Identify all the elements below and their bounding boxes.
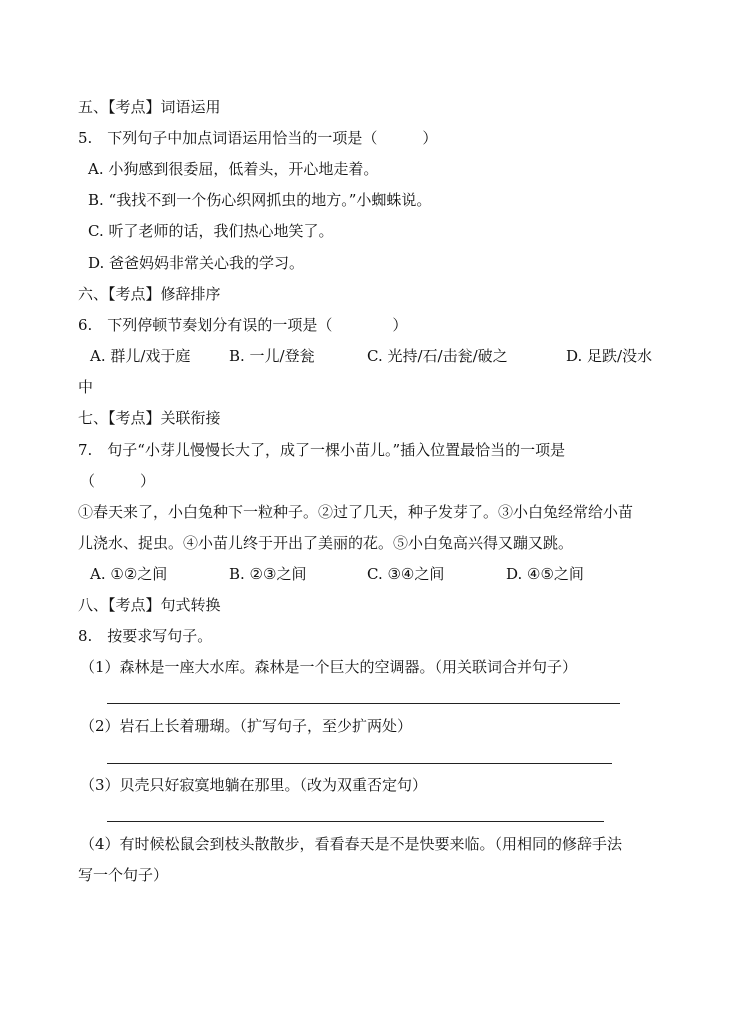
question-8-item-4-line-2: 写一个句子）	[78, 866, 169, 884]
question-5-option-a: A. 小狗感到很委屈，低着头，开心地走着。	[88, 160, 379, 178]
section-8-heading: 八、【考点】句式转换	[78, 596, 221, 614]
question-5-option-b: B. “我找不到一个伤心织网抓虫的地方。”小蜘蛛说。	[88, 191, 432, 209]
question-8-stem: 8. 按要求写句子。	[78, 627, 213, 645]
question-7-option-a: A. ①②之间	[90, 565, 168, 583]
section-7-heading: 七、【考点】关联衔接	[78, 409, 221, 427]
question-7-answer-paren: （ ）	[80, 472, 156, 490]
question-6-option-d-wrap: 中	[78, 378, 94, 396]
question-8-item-2: （2）岩石上长着珊瑚。（扩写句子，至少扩两处）	[80, 717, 413, 735]
question-6-option-b: B. 一儿/登瓮	[229, 347, 315, 365]
question-5-option-c: C. 听了老师的话，我们热心地笑了。	[88, 222, 334, 240]
question-5-stem: 5. 下列句子中加点词语运用恰当的一项是（ ）	[78, 129, 438, 147]
question-8-item-3: （3）贝壳只好寂寞地躺在那里。（改为双重否定句）	[80, 776, 428, 794]
question-7-passage-line-2: 儿浇水、捉虫。④小苗儿终于开出了美丽的花。⑤小白兔高兴得又蹦又跳。	[78, 534, 574, 552]
question-7-option-d: D. ④⑤之间	[506, 565, 584, 583]
question-7-passage-line-1: ①春天来了，小白兔种下一粒种子。②过了几天，种子发芽了。③小白兔经常给小苗	[78, 503, 634, 521]
question-7-option-b: B. ②③之间	[229, 565, 307, 583]
question-6-stem: 6. 下列停顿节奏划分有误的一项是（ ）	[78, 316, 408, 334]
question-6-option-c: C. 光持/石/击瓮/破之	[367, 347, 508, 365]
question-7-stem: 7. 句子“小芽儿慢慢长大了，成了一棵小苗儿。”插入位置最恰当的一项是	[78, 441, 566, 459]
question-8-item-1: （1）森林是一座大水库。森林是一个巨大的空调器。（用关联词合并句子）	[80, 658, 578, 676]
section-6-heading: 六、【考点】修辞排序	[78, 285, 221, 303]
question-8-item-3-answer-line[interactable]	[107, 821, 604, 822]
question-7-option-c: C. ③④之间	[367, 565, 445, 583]
section-5-heading: 五、【考点】词语运用	[78, 98, 221, 116]
question-5-option-d: D. 爸爸妈妈非常关心我的学习。	[88, 254, 305, 272]
question-6-option-a: A. 群儿/戏于庭	[90, 347, 191, 365]
question-8-item-4-line-1: （4）有时候松鼠会到枝头散散步，看看春天是不是快要来临。（用相同的修辞手法	[80, 835, 623, 853]
question-8-item-2-answer-line[interactable]	[107, 763, 612, 764]
question-8-item-1-answer-line[interactable]	[107, 703, 620, 704]
question-6-option-d: D. 足跌/没水	[566, 347, 653, 365]
